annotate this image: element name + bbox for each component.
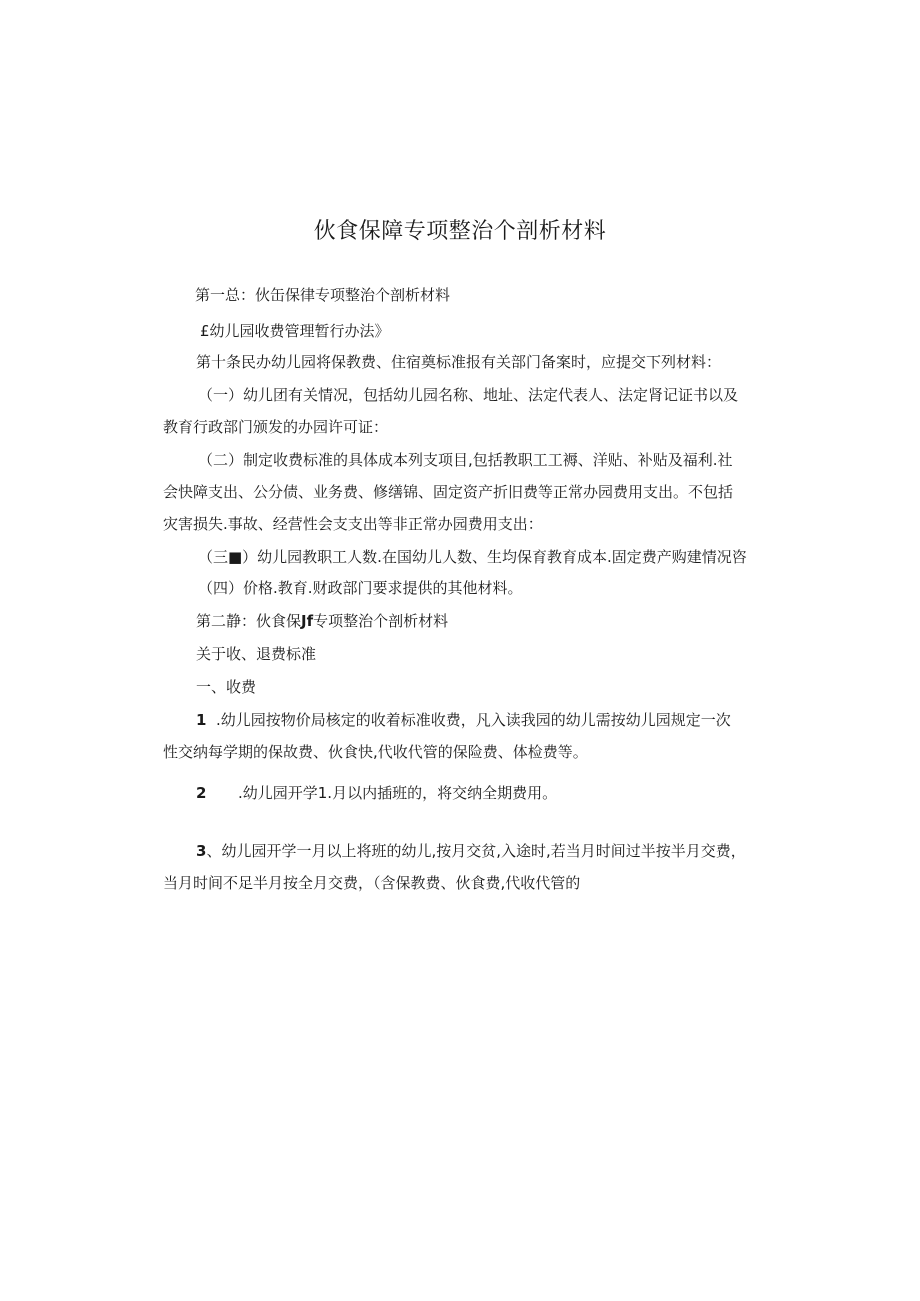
list-item-one-line2: 性交纳每学期的保故费、伙食快,代收代管的保险费、体检费等。	[163, 743, 588, 761]
paragraph-item-two-line3: 灾害损失.事故、经营性会支支出等非正常办园费用支出：	[163, 515, 543, 533]
paragraph-item-one-line2: 教育行政部门颁发的办园许可证：	[163, 418, 389, 436]
list-item-one-number: 1	[196, 711, 207, 729]
paragraph-fee-standards: 关于收、退费标准	[196, 645, 317, 663]
list-item-three-text: 、幼儿园开学一月以上将班的幼儿,按月交贫,入途时,若当月时间过半按半月交费，	[206, 842, 746, 860]
paragraph-section-one-heading: 第一总：伙缶保律专项整治个剖析材料	[195, 286, 451, 304]
list-item-one-line1	[196, 710, 731, 730]
list-item-three-number: 3	[196, 842, 207, 860]
paragraph-article-ten: 第十条民办幼儿园将保教费、住宿奠标准报有关部门备案时，应提交下列材料：	[196, 353, 722, 371]
paragraph-item-four: （四）价格.教育.财政部门要求提供的其他材料。	[198, 579, 523, 597]
list-item-three-line2: 当月时间不足半月按全月交费，（含保教费、伙食费,代收代管的	[163, 874, 581, 892]
section-two-suffix: 专项整治个剖析材料	[313, 612, 449, 630]
paragraph-regulation-title: £幼儿园收费管理暂行办法》	[200, 322, 390, 340]
list-item-two-text: .幼儿园开学1.月以内插班的，将交纳全期费用。	[238, 784, 558, 802]
list-item-three-line1	[196, 841, 746, 861]
paragraph-item-three: （三■）幼儿园教职工人数.在国幼儿人数、生均保育教育成本.固定费产购建情况咨	[198, 548, 747, 566]
paragraph-fee-heading: 一、收费	[196, 678, 257, 696]
list-item-one-text: .幼儿园按物价局核定的收着标准收费，凡入读我园的幼儿需按幼儿园规定一次	[216, 711, 731, 729]
paragraph-item-two-line1: （二）制定收费标准的具体成本列支项目,包括教职工工褥、洋贴、补贴及福利.社	[198, 451, 733, 469]
section-two-bold: Jf	[301, 612, 314, 630]
section-two-prefix: 第二静：伙食保	[196, 612, 302, 630]
paragraph-item-two-line2: 会快障支出、公分债、业务费、修缮锦、固定资产折旧费等正常办园费用支出。不包括	[163, 483, 734, 501]
list-item-two	[196, 783, 557, 803]
paragraph-section-two-heading	[196, 611, 448, 631]
list-item-two-number: 2	[196, 784, 207, 802]
paragraph-item-one-line1: （一）幼儿团有关情况，包括幼儿园名称、地址、法定代表人、法定肾记证书以及	[198, 386, 739, 404]
document-title: 伙食保障专项整治个剖析材料	[313, 219, 607, 244]
